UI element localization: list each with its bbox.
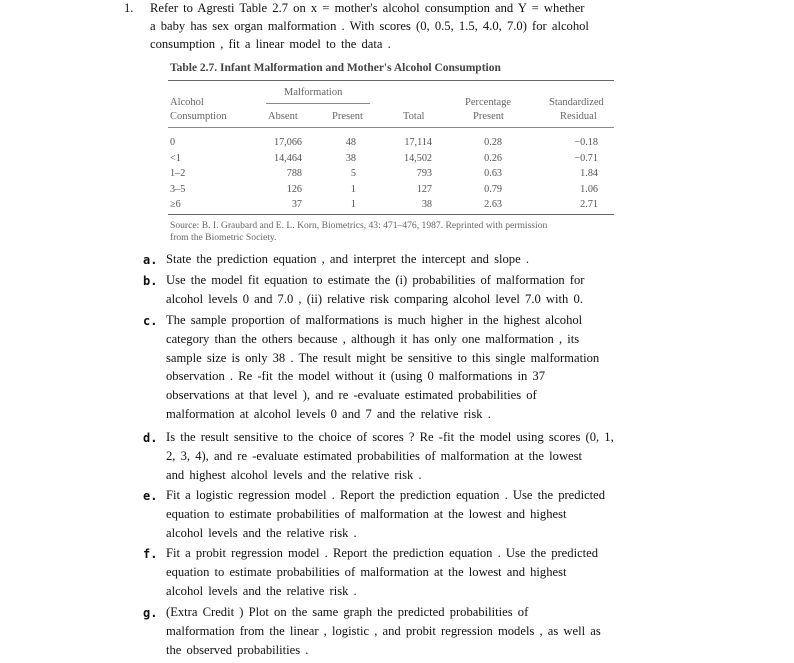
table-cell-resid: 1.06	[580, 183, 598, 195]
problem-line: a baby has sex organ malformation . With scores (0, 0.5, 1.5, 4.0, 7.0) for alcohol	[150, 19, 589, 33]
table-cell-resid: 2.71	[580, 199, 598, 210]
table-cell-total: 793	[416, 168, 432, 179]
table-cell-category: ≥6	[170, 199, 181, 210]
part-text-line: equation to estimate probabilities of malformation at the lowest and highest	[166, 506, 567, 521]
table-cell-present: 1	[350, 183, 356, 195]
problem-line: Refer to Agresti Table 2.7 on x = mother's alcohol consumption and Y = whether	[150, 1, 585, 15]
part-label: c.	[143, 314, 158, 328]
part-text-line: alcohol levels 0 and 7.0 , (ii) relative risk comparing alcohol level 7.0 with 0.	[166, 291, 583, 306]
table-cell-present: 48	[345, 137, 356, 148]
part-text-line: and highest alcohol levels and the relative risk .	[166, 467, 422, 482]
problem-number: 1.	[124, 1, 134, 15]
part-text-line: Use the model fit equation to estimate the (i) probabilities of malformation for	[166, 273, 585, 287]
table-bottom-rule	[168, 214, 614, 215]
part-text-line: Fit a logistic regression model . Report the prediction equation . Use the predicted	[166, 488, 606, 502]
part-label: b.	[143, 274, 158, 288]
part-text-line: the observed probabilities .	[166, 642, 309, 657]
table-top-rule	[168, 80, 614, 81]
part-text-line: equation to estimate probabilities of malformation at the lowest and highest	[166, 564, 567, 579]
header-consumption: Consumption	[170, 111, 227, 122]
part-label: a.	[143, 253, 158, 267]
header-rule	[168, 127, 614, 128]
problem-line: consumption , fit a linear model to the data .	[150, 37, 391, 51]
part-text-line: sample size is only 38 . The result might be sensitive to this single malformation	[166, 350, 600, 365]
part-text-line: alcohol levels and the relative risk .	[166, 525, 357, 540]
table-cell-absent: 17,066	[273, 137, 302, 148]
part-text-line: The sample proportion of malformations is much higher in the highest alcohol	[166, 313, 583, 327]
header-pct-present: Present	[473, 111, 504, 122]
table-cell-present: 1	[350, 199, 356, 210]
part-label: f.	[143, 547, 158, 561]
header-total: Total	[403, 111, 425, 122]
table-cell-absent: 126	[286, 183, 302, 195]
header-absent: Absent	[268, 111, 298, 122]
table-cell-pct: 2.63	[484, 199, 502, 210]
table-title: Table 2.7. Infant Malformation and Mother's Alcohol Consumption	[170, 62, 501, 74]
table-cell-total: 38	[421, 199, 432, 210]
table-cell-present: 5	[350, 168, 356, 179]
part-label: d.	[143, 431, 158, 445]
part-text-line: Is the result sensitive to the choice of scores ? Re -fit the model using scores (0, 1,	[166, 430, 614, 444]
group-rule	[266, 103, 370, 104]
table-cell-total: 17,114	[404, 137, 432, 148]
table-cell-present: 38	[345, 152, 356, 164]
part-text-line: observations at that level ), and re -evaluate estimated probabilities of	[166, 388, 537, 403]
part-text-line: Fit a probit regression model . Report the prediction equation . Use the predicted	[166, 546, 599, 560]
header-percentage: Percentage	[465, 97, 512, 108]
table-cell-resid: 1.84	[580, 168, 598, 179]
table-cell-resid: −0.71	[574, 152, 598, 164]
part-label: g.	[143, 606, 158, 620]
header-alcohol: Alcohol	[170, 97, 204, 108]
part-text-line: malformation at alcohol levels 0 and 7 and the relative risk .	[166, 407, 491, 421]
table-source: Source: B. I. Graubard and E. L. Korn, Biometrics, 43: 471–476, 1987. Reprinted with permission	[170, 220, 548, 231]
table-source-cont: from the Biometric Society.	[170, 232, 277, 243]
part-text-line: alcohol levels and the relative risk .	[166, 583, 357, 598]
part-text-line: (Extra Credit ) Plot on the same graph the predicted probabilities of	[166, 605, 529, 619]
part-text-line: malformation from the linear , logistic , and probit regression models , as well as	[166, 623, 601, 638]
part-text-line: State the prediction equation , and interpret the intercept and slope .	[166, 252, 529, 266]
part-text-line: observation . Re -fit the model without it (using 0 malformations in 37	[166, 369, 546, 384]
part-text-line: 2, 3, 4), and re -evaluate estimated probabilities of malformation at the lowest	[166, 448, 583, 463]
table-cell-category: <1	[170, 152, 181, 164]
table-cell-category: 3–5	[170, 183, 186, 195]
header-present: Present	[332, 111, 363, 122]
header-residual: Residual	[560, 111, 597, 122]
part-label: e.	[143, 489, 158, 503]
table-cell-pct: 0.63	[484, 168, 502, 179]
table-cell-pct: 0.26	[484, 152, 502, 164]
table-cell-category: 0	[170, 137, 176, 148]
group-header: Malformation	[284, 87, 343, 98]
table-cell-absent: 37	[291, 199, 302, 210]
table-cell-category: 1–2	[170, 168, 186, 179]
table-cell-pct: 0.79	[484, 183, 502, 195]
table-cell-total: 14,502	[403, 152, 432, 164]
table-cell-absent: 14,464	[273, 152, 302, 164]
header-standardized: Standardized	[549, 97, 604, 108]
table-cell-pct: 0.28	[484, 137, 502, 148]
part-text-line: category than the others because , although it has only one malformation , its	[166, 331, 580, 346]
table-cell-total: 127	[416, 183, 432, 195]
table-cell-absent: 788	[286, 168, 302, 179]
table-cell-resid: −0.18	[574, 137, 598, 148]
